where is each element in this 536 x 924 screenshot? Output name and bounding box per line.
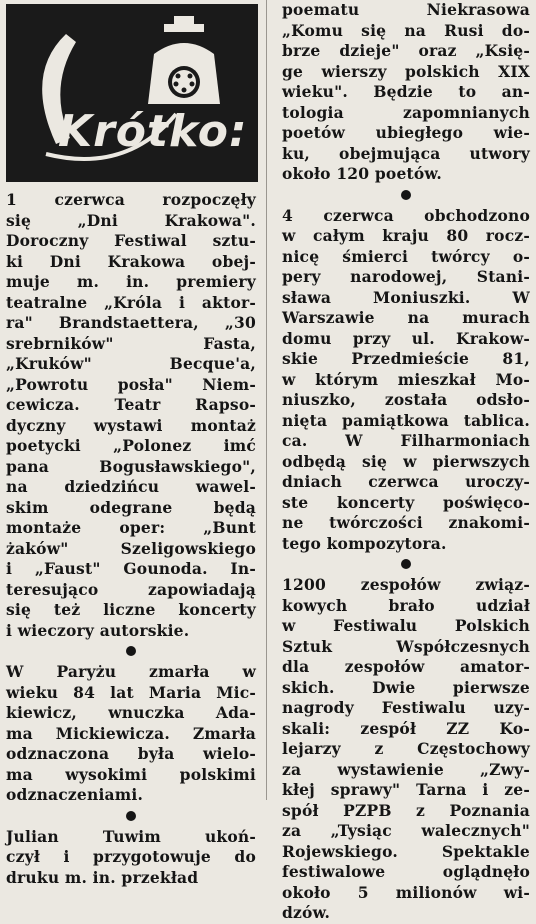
text-line: pana Bogusławskiego", xyxy=(6,456,256,476)
text-line: w Festiwalu Polskich xyxy=(282,616,530,635)
text-line: ra" Brandstaettera, „30 xyxy=(6,313,256,332)
text-line: nicę śmierci twórcy o- xyxy=(282,246,530,266)
text-line: montaże oper: „Bunt xyxy=(6,518,256,537)
text-line: lejarzy z Częstochowy xyxy=(282,739,530,758)
text-line: „Komu się na Rusi do- xyxy=(282,20,530,40)
text-line: tologia zapomnianych xyxy=(282,102,530,122)
text-line: w którym mieszkał Mo- xyxy=(282,369,530,389)
text-line: dzów. xyxy=(282,903,331,922)
text-line: „Powrotu posła" Niem- xyxy=(6,374,256,394)
text-line: festiwalowe oglądnęło xyxy=(282,862,530,881)
text-line: odznaczona była wielo- xyxy=(6,744,256,763)
text-line: sława Moniuszki. W xyxy=(282,287,530,307)
text-line: ne twórczości znakomi- xyxy=(282,513,530,532)
text-line: teatralne „Króla i aktor- xyxy=(6,292,256,312)
text-line: skim odegrane będą xyxy=(6,497,256,517)
text-line: się też liczne koncerty xyxy=(6,600,256,619)
article-maria-mickiewicz xyxy=(6,662,256,806)
text-line: Warszawie na murach xyxy=(282,308,530,327)
text-line: kłej sprawy" Tarna i ze- xyxy=(282,780,530,799)
text-line: 1200 zespołów związ- xyxy=(282,575,530,594)
text-line: skie Przedmieście 81, xyxy=(282,349,530,368)
text-line: poetycki „Polonez imć xyxy=(6,436,256,455)
text-line: Sztuk Współczesnych xyxy=(282,636,530,656)
text-line: kiewicz, wnuczka Ada- xyxy=(6,703,256,722)
text-line: czył i przygotowuje do xyxy=(6,847,256,866)
text-line: ma Mickiewicza. Zmarła xyxy=(6,723,256,743)
text-line: odznaczeniami. xyxy=(6,785,144,804)
text-line: się „Dni Krakowa". xyxy=(6,210,256,230)
text-line: ku, obejmująca utwory xyxy=(282,143,530,163)
column-divider xyxy=(266,0,267,800)
text-line: za „Tysiąc walecznych" xyxy=(282,821,530,840)
separator-dot xyxy=(401,559,411,569)
text-line: dla zespołów amator- xyxy=(282,657,530,676)
text-line: niuszko, została odsło- xyxy=(282,390,530,409)
text-line: nagrody Festiwalu uzy- xyxy=(282,698,530,717)
text-line: skali: zespół ZZ Ko- xyxy=(282,718,530,738)
logo-title: Krótko: xyxy=(58,106,248,157)
text-line: żaków" Szeligowskiego xyxy=(6,538,256,558)
text-line: dniach czerwca uroczy- xyxy=(282,472,530,491)
text-line: muje m. in. premiery xyxy=(6,272,256,291)
text-line: 1 czerwca rozpoczęły xyxy=(6,190,256,209)
text-line: ma wysokimi polskimi xyxy=(6,764,256,784)
right-column xyxy=(282,0,530,924)
separator-dot xyxy=(126,646,136,656)
article-tuwim-continued xyxy=(282,0,530,185)
article-tuwim xyxy=(6,827,256,889)
left-column xyxy=(6,190,256,888)
text-line: ste koncerty poświęco- xyxy=(282,492,530,512)
text-line: W Paryżu zmarła w xyxy=(6,662,256,681)
text-line: ki Dni Krakowa obej- xyxy=(6,251,256,271)
text-line: w całym kraju 80 rocz- xyxy=(282,226,530,245)
text-line: nięta pamiątkowa tablica. xyxy=(282,410,530,430)
text-line: i wieczory autorskie. xyxy=(6,620,190,640)
text-line: srebrników" Fasta, xyxy=(6,333,256,353)
text-line: kowych brało udział xyxy=(282,595,530,615)
text-line: poematu Niekrasowa xyxy=(282,0,530,19)
article-festiwal xyxy=(282,575,530,924)
text-line: za wystawienie „Zwy- xyxy=(282,759,530,779)
text-line: ca. W Filharmoniach xyxy=(282,431,530,450)
text-line: wieku". Będzie to an- xyxy=(282,82,530,101)
text-line: dyczny wystawi montaż xyxy=(6,415,256,435)
text-line: Rojewskiego. Spektakle xyxy=(282,841,530,861)
article-moniuszko xyxy=(282,206,530,555)
text-line: pery narodowej, Stani- xyxy=(282,267,530,286)
text-line: domu przy ul. Krakow- xyxy=(282,328,530,348)
text-line: spół PZPB z Poznania xyxy=(282,800,530,820)
text-line: ge wierszy polskich XIX xyxy=(282,61,530,81)
text-line: poetów ubiegłego wie- xyxy=(282,123,530,142)
text-line: na dziedzińcu wawel- xyxy=(6,477,256,496)
krotko-logo xyxy=(6,4,258,182)
text-line: cewicza. Teatr Rapso- xyxy=(6,395,256,414)
text-line: odbędą się w pierwszych xyxy=(282,451,530,471)
text-line: brze dzieje" oraz „Księ- xyxy=(282,41,530,60)
separator-dot xyxy=(126,811,136,821)
text-line: tego kompozytora. xyxy=(282,533,447,553)
text-line: Julian Tuwim ukoń- xyxy=(6,826,256,846)
separator-dot xyxy=(401,190,411,200)
text-line: Doroczny Festiwal sztu- xyxy=(6,231,256,250)
text-line: skich. Dwie pierwsze xyxy=(282,677,530,697)
text-line: i „Faust" Gounoda. In- xyxy=(6,559,256,578)
text-line: teresująco zapowiadają xyxy=(6,579,256,599)
text-line: druku m. in. przekład xyxy=(6,867,199,887)
text-line: 4 czerwca obchodzono xyxy=(282,205,530,225)
text-line: wieku 84 lat Maria Mic- xyxy=(6,682,256,702)
article-dni-krakowa xyxy=(6,190,256,641)
text-line: „Kruków" Becque'a, xyxy=(6,354,256,373)
text-line: około 5 milionów wi- xyxy=(282,882,530,902)
text-line: około 120 poetów. xyxy=(282,164,442,183)
